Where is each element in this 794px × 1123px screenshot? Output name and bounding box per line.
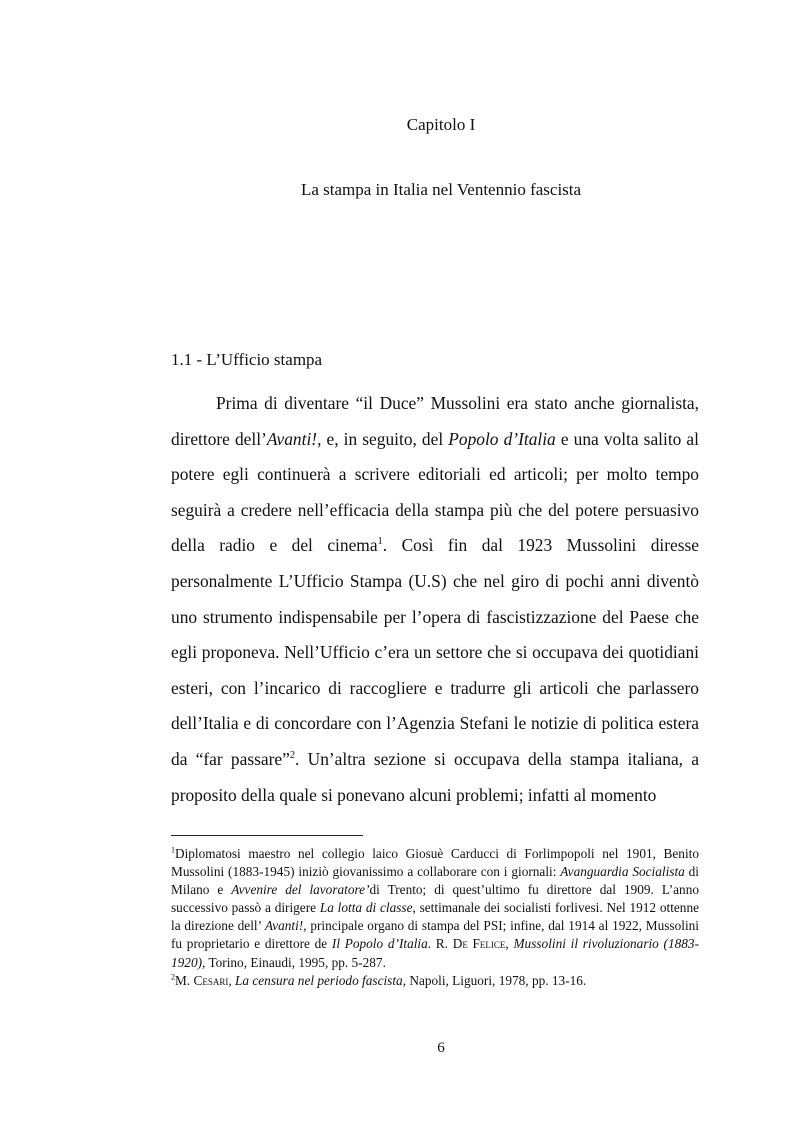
text-run: , settimanale dei socialisti forlivesi. Nel 1912 ottenne la direzione dell’ (171, 900, 699, 934)
body-paragraph (171, 386, 699, 813)
footnotes (171, 845, 699, 990)
text-run: di Milano e (171, 864, 700, 898)
italic-run: Avanguardia Socialista (560, 864, 685, 880)
italic-run: Avanti! (264, 918, 304, 934)
section-title: 1.1 - L’Ufficio stampa (171, 350, 323, 369)
chapter-heading: Capitolo I (406, 115, 476, 134)
text-run: Torino, Einaudi, 1995, pp. 5-287. (205, 954, 386, 970)
author-name: De Felice (452, 936, 506, 952)
italic-run: Il Popolo d’Italia (331, 936, 428, 952)
footnote-mark: 1 (171, 845, 175, 855)
italic-run: La lotta di classe (319, 900, 413, 916)
footnote-1 (171, 845, 699, 972)
text-run: , (505, 936, 514, 952)
italic-run: La censura nel periodo fascista (235, 972, 403, 988)
italic-run: Popolo d’Italia (448, 428, 556, 449)
text-run: . Così fin dal 1923 Mussolini diresse personalmente L’Ufficio Stampa (U.S) che nel giro di pochi anni diventò uno strumento indispensabile per l’opera di fascistizzazione del Paese che egli proponeva. Nell’Ufficio c’era un settore che si occupava dei quotidiani esteri, con l’incarico di raccogliere e tradurre gli articoli che parlassero dell’Italia e di concordare con l’Agenzia Stefani le notizie di politica estera da “far passare” (171, 535, 699, 769)
text-run: di Trento; di quest’ultimo fu direttore dal 1909. L’anno successivo passò a dirigere (171, 882, 700, 916)
author-name: Cesari (193, 972, 229, 988)
text-run: , Napoli, Liguori, 1978, pp. 13-16. (402, 972, 587, 988)
page-number: 6 (437, 1040, 445, 1056)
footnote-divider (171, 835, 363, 836)
text-run: M. (174, 972, 194, 988)
footnote-ref-2[interactable]: 2 (289, 750, 296, 762)
footnote-mark: 2 (171, 972, 175, 982)
chapter-title: La stampa in Italia nel Ventennio fascista (300, 180, 582, 199)
text-run: e, in seguito, del (321, 428, 449, 449)
text-run: Prima di diventare “il Duce” Mussolini era stato anche giornalista, direttore dell’ (171, 393, 699, 449)
body-text (171, 386, 699, 813)
italic-run: Avvenire del lavoratore’ (231, 882, 370, 898)
text-run: e una volta salito al potere egli continuerà a scrivere editoriali ed articoli; per molto tempo seguirà a credere nell’efficacia della stampa più che del potere persuasivo della radio e del cinema (171, 428, 699, 556)
text-run: , (228, 972, 235, 988)
footnote-2 (171, 972, 699, 990)
text-run: , principale organo di stampa del PSI; infine, dal 1914 al 1922, Mussolini fu proprietario e direttore de (171, 918, 699, 952)
text-run: . Un’altra sezione si occupava della stampa italiana, a proposito della quale si ponevano alcuni problemi; infatti al momento (171, 748, 699, 805)
text-run: Diplomatosi maestro nel collegio laico Giosuè Carducci di Forlimpopoli nel 1901, Benito Mussolini (1883-1945) iniziò giovanissimo a collaborare con i giornali: (171, 846, 699, 880)
footnote-ref-1[interactable]: 1 (377, 536, 383, 548)
text-run: . R. (427, 936, 453, 952)
italic-run: Mussolini il rivoluzionario (1883-1920), (171, 936, 699, 970)
italic-run: Avanti!, (266, 428, 322, 449)
